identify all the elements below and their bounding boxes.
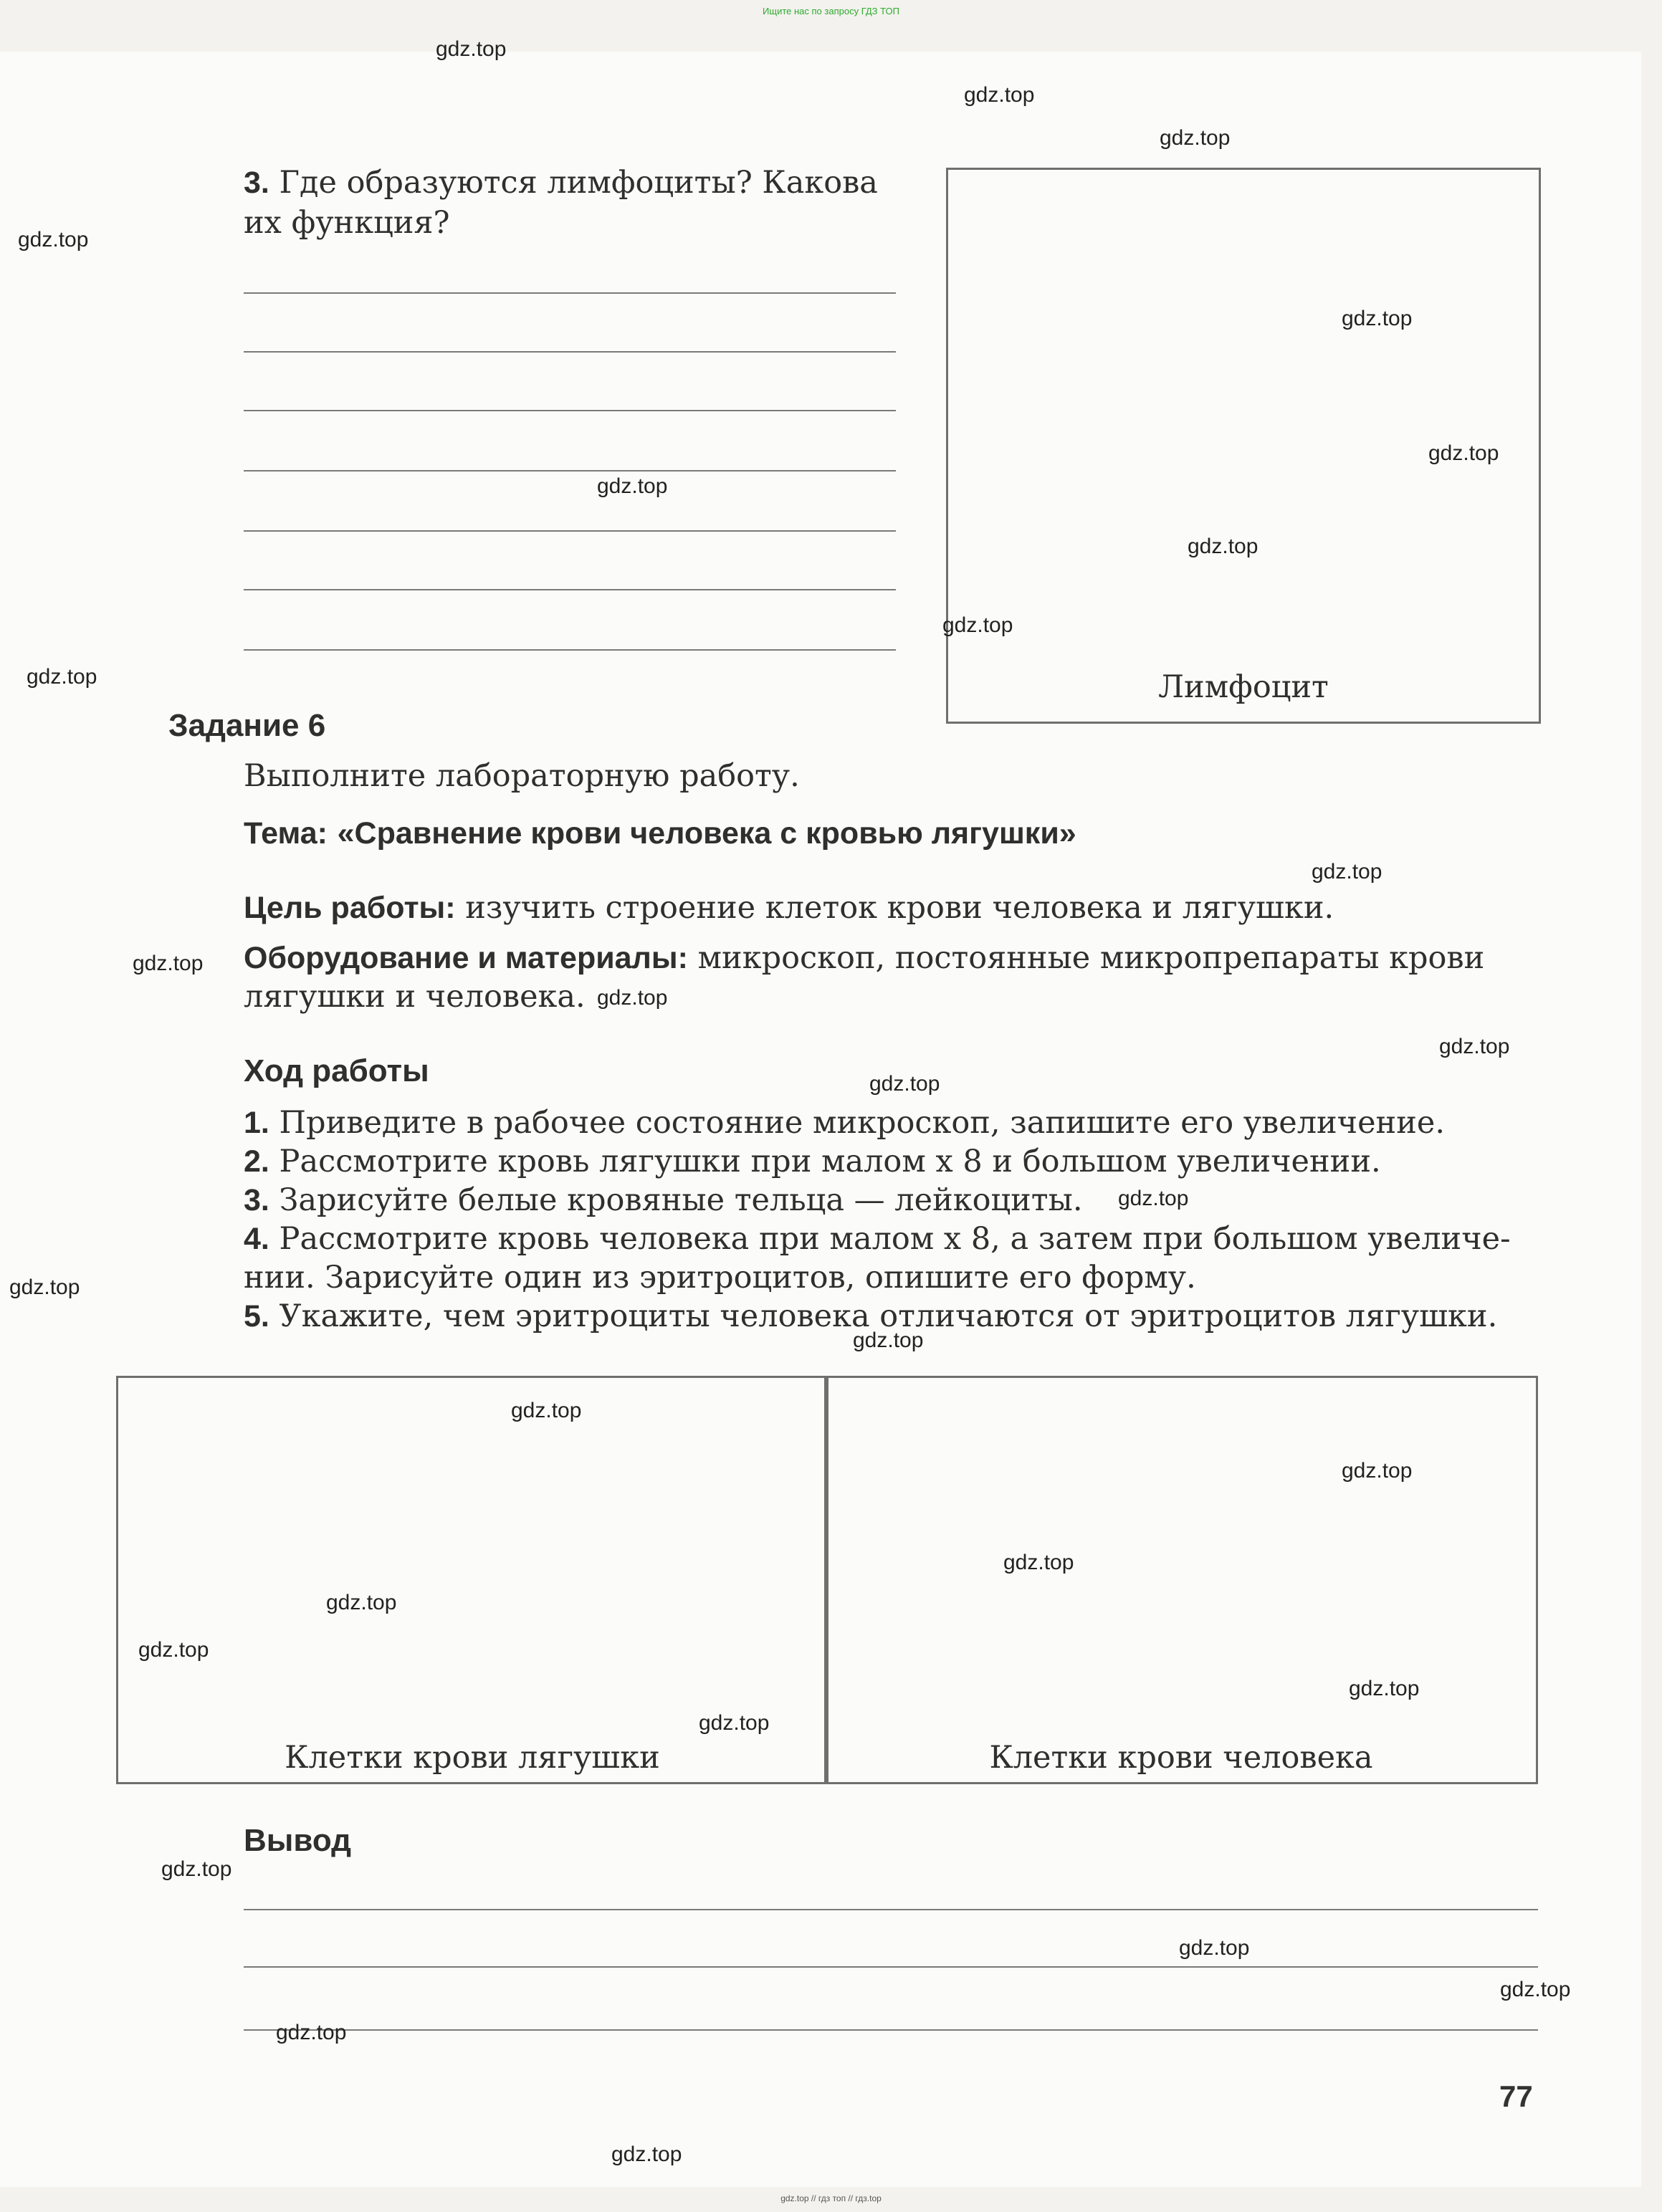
answer-line [244,1966,1538,1968]
watermark: gdz.top [1428,441,1499,465]
watermark: gdz.top [133,952,204,975]
equipment [244,937,1555,979]
answer-line [244,410,896,411]
step-4 [244,1218,1555,1260]
step-number: 5. [244,1299,269,1334]
human-blood-drawing-cell[interactable] [824,1376,1538,1784]
watermark: gdz.top [942,613,1013,637]
watermark: gdz.top [1349,1677,1420,1700]
lymphocyte-caption: Лимфоцит [1158,669,1329,705]
goal-label: Цель работы: [244,891,456,925]
watermark: gdz.top [161,1857,232,1881]
step-text: Зарисуйте белые кровяные тельца — лейкоциты. [279,1182,1083,1218]
watermark: gdz.top [138,1638,209,1662]
watermark: gdz.top [1188,535,1259,558]
topic-label: Тема: [244,816,328,851]
goal [244,887,1548,929]
watermark: gdz.top [326,1591,397,1614]
step-number: 2. [244,1144,269,1179]
watermark: gdz.top [869,1072,940,1096]
watermark: gdz.top [18,228,89,252]
watermark: gdz.top [1179,1936,1250,1960]
watermark: gdz.top [611,2142,682,2166]
question-3-line1: Где образуются лимфоциты? Какова [279,165,878,201]
watermark: gdz.top [597,474,668,498]
page-number: 77 [1499,2079,1533,2113]
answer-line [244,351,896,353]
watermark: gdz.top [1160,126,1231,150]
watermark: gdz.top [1439,1035,1510,1058]
task-6-heading: Задание 6 [168,708,326,743]
watermark: gdz.top [1003,1551,1074,1574]
answer-line [244,530,896,532]
conclusion-heading: Вывод [244,1823,352,1858]
watermark: gdz.top [964,83,1035,107]
answer-line [244,649,896,651]
step-number: 4. [244,1222,269,1256]
watermark: gdz.top [699,1711,770,1735]
equipment-value-line2: лягушки и человека. [244,979,586,1015]
answer-line [244,292,896,294]
watermark: gdz.top [511,1399,582,1422]
step-2 [244,1141,1555,1182]
watermark: gdz.top [1342,1459,1413,1483]
topic [244,813,1548,854]
watermark: gdz.top [1118,1187,1189,1210]
topic-value: «Сравнение крови человека с кровью лягушки» [337,816,1076,851]
task-6-instruction: Выполните лабораторную работу. [244,758,800,794]
equipment-label: Оборудование и материалы: [244,941,688,975]
top-banner[interactable]: Ищите нас по запросу ГДЗ ТОП [763,6,899,16]
step-3 [244,1179,1555,1221]
step-4-continued: нии. Зарисуйте один из эритроцитов, опишите его форму. [244,1260,1196,1296]
bottom-banner[interactable]: gdz.top // гдз топ // гдз.top [780,2193,882,2203]
watermark: gdz.top [276,2021,347,2044]
step-text: Приведите в рабочее состояние микроскоп, запишите его увеличение. [279,1105,1445,1141]
equipment-value-line1: микроскоп, постоянные микропрепараты крови [697,940,1485,976]
watermark: gdz.top [1342,307,1413,330]
step-text: Рассмотрите кровь лягушки при малом х 8 и большом увеличении. [279,1144,1381,1179]
question-3-line2: их функция? [244,205,450,241]
watermark: gdz.top [1500,1978,1571,2001]
human-blood-caption: Клетки крови человека [989,1740,1373,1776]
watermark: gdz.top [436,37,507,61]
answer-line [244,470,896,471]
answer-line [244,2029,1538,2031]
answer-line [244,1909,1538,1910]
watermark: gdz.top [597,986,668,1010]
watermark: gdz.top [853,1328,924,1352]
goal-value: изучить строение клеток крови человека и лягушки. [465,890,1334,926]
step-text: Укажите, чем эритроциты человека отличаются от эритроцитов лягушки. [279,1298,1498,1334]
procedure-heading: Ход работы [244,1053,429,1088]
question-3 [244,162,903,204]
frog-blood-caption: Клетки крови лягушки [285,1740,660,1776]
step-text: Рассмотрите кровь человека при малом х 8, а затем при большом увеличе- [279,1221,1511,1257]
watermark: gdz.top [9,1275,80,1299]
watermark: gdz.top [1312,860,1382,884]
step-1 [244,1102,1555,1144]
answer-line [244,589,896,590]
watermark: gdz.top [27,665,97,689]
step-number: 1. [244,1106,269,1140]
question-3-number: 3. [244,166,269,200]
step-number: 3. [244,1183,269,1217]
